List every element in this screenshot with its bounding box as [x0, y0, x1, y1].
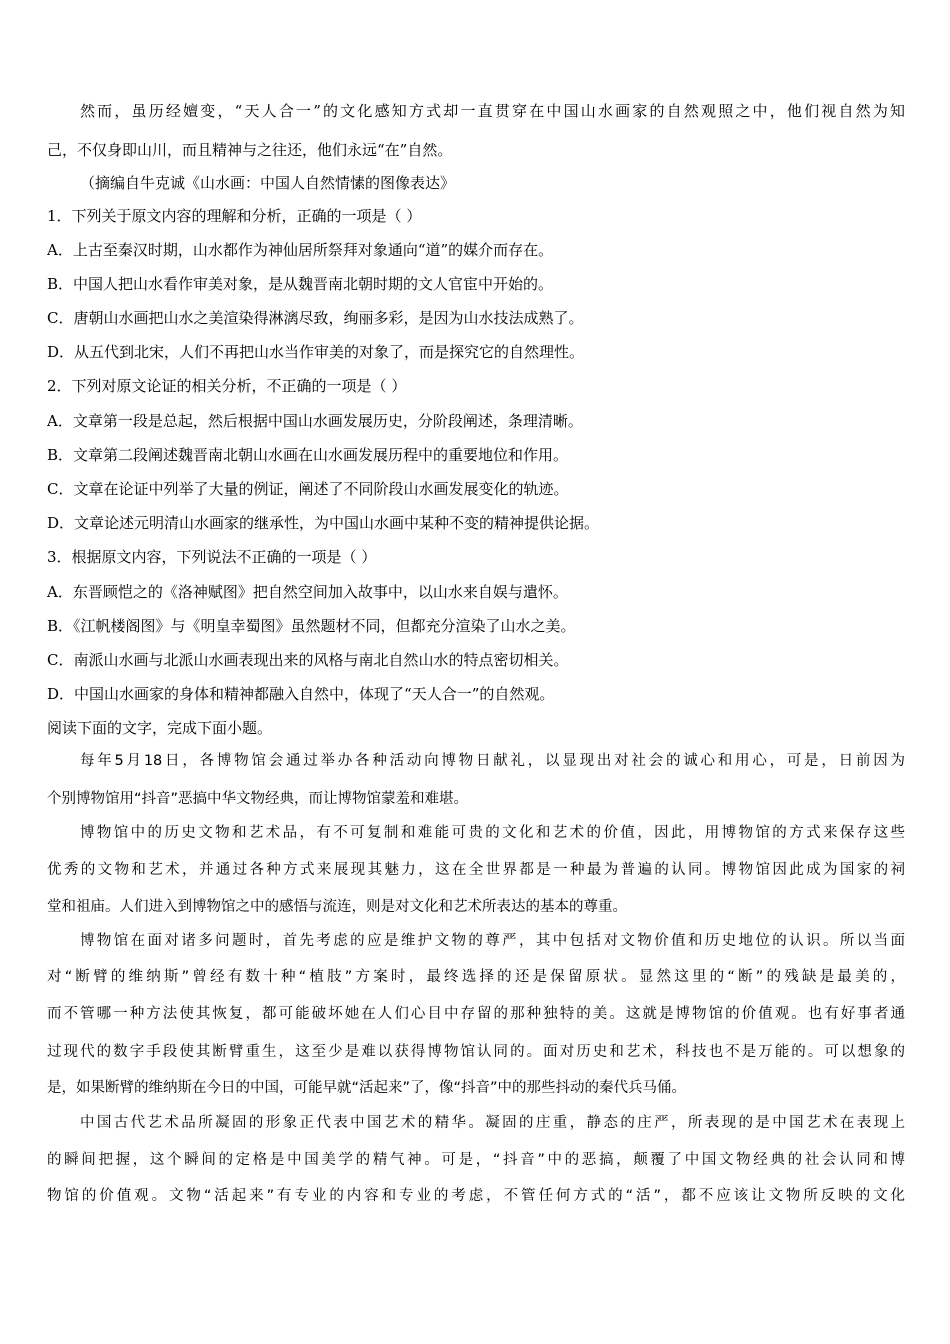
- option-c: C．文章在论证中列举了大量的例证，阐述了不同阶段山水画发展变化的轨迹。: [47, 480, 569, 498]
- option-a: A．上古至秦汉时期，山水都作为神仙居所祭拜对象通向“道”的媒介而存在。: [47, 241, 554, 259]
- passage2-line: 而不管哪一种方法使其恢复，都可能破坏她在人们心目中存留的那种独特的美。这就是博物馆的价值观。也有好事者通: [47, 1006, 905, 1022]
- passage1-line: 己，不仅身即山川，而且精神与之往还，他们永远“在”自然。: [47, 141, 453, 159]
- question-stem: 2．下列对原文论证的相关分析，不正确的一项是（ ）: [47, 377, 407, 395]
- passage2-line: 个别博物馆用“抖音”恶搞中华文物经典，而让博物馆蒙羞和难堪。: [47, 791, 469, 807]
- passage2-line: 中国古代艺术品所凝固的形象正代表中国艺术的精华。凝固的庄重，静态的庄严，所表现的是中国艺术在表现上: [80, 1115, 905, 1131]
- option-b: B．《江帆楼阁图》与《明皇幸蜀图》虽然题材不同，但都充分渲染了山水之美。: [47, 617, 576, 635]
- option-a: A．文章第一段是总起，然后根据中国山水画发展历史，分阶段阐述，条理清晰。: [47, 412, 583, 430]
- question-stem: 3．根据原文内容，下列说法不正确的一项是（ ）: [47, 548, 377, 566]
- option-c: C．南派山水画与北派山水画表现出来的风格与南北自然山水的特点密切相关。: [47, 651, 569, 669]
- option-a: A．东晋顾恺之的《洛神赋图》把自然空间加入故事中，以山水来自娱与遣怀。: [47, 583, 568, 601]
- option-d: D．文章论述元明清山水画家的继承性，为中国山水画中某种不变的精神提供论据。: [47, 514, 600, 532]
- option-d: D．中国山水画家的身体和精神都融入自然中，体现了“天人合一”的自然观。: [47, 685, 555, 703]
- passage1-line: 然而，虽历经嬗变，“天人合一”的文化感知方式却一直贯穿在中国山水画家的自然观照之中，他们视自然为知: [80, 102, 905, 120]
- passage2-line: 是，如果断臂的维纳斯在今日的中国，可能早就“活起来”了，像“抖音”中的那些抖动的秦代兵马俑。: [47, 1080, 687, 1096]
- passage2-line: 博物馆在面对诸多问题时，首先考虑的应是维护文物的尊严，其中包括对文物价值和历史地位的认识。所以当面: [80, 933, 905, 949]
- question-stem: 1．下列关于原文内容的理解和分析，正确的一项是（ ）: [47, 207, 422, 225]
- passage2-line: 堂和祖庙。人们进入到博物馆之中的感悟与流连，则是对文化和艺术所表达的基本的尊重。: [47, 899, 627, 915]
- passage2-line: 优秀的文物和艺术，并通过各种方式来展现其魅力，这在全世界都是一种最为普遍的认同。博物馆因此成为国家的祠: [47, 862, 905, 878]
- passage2-line: 过现代的数字手段使其断臂重生，这至少是难以获得博物馆认同的。面对历史和艺术，科技也不是万能的。可以想象的: [47, 1044, 905, 1060]
- reading-instruction: 阅读下面的文字，完成下面小题。: [47, 719, 273, 737]
- option-d: D．从五代到北宋，人们不再把山水当作审美的对象了，而是探究它的自然理性。: [47, 343, 585, 361]
- option-c: C．唐朝山水画把山水之美渲染得淋漓尽致，绚丽多彩，是因为山水技法成熟了。: [47, 309, 584, 327]
- passage2-line: 物馆的价值观。文物“活起来”有专业的内容和专业的考虑，不管任何方式的“活”，都不应该让文物所反映的文化: [47, 1188, 905, 1204]
- passage2-line: 的瞬间把握，这个瞬间的定格是中国美学的精气神。可是，“抖音”中的恶搞，颠覆了中国文物经典的社会认同和博: [47, 1152, 905, 1168]
- passage2-line: 对“断臂的维纳斯”曾经有数十种“植肢”方案时，最终选择的还是保留原状。显然这里的“断”的残缺是最美的，: [47, 969, 905, 985]
- option-b: B．中国人把山水看作审美对象，是从魏晋南北朝时期的文人官宦中开始的。: [47, 275, 554, 293]
- option-b: B．文章第二段阐述魏晋南北朝山水画在山水画发展历程中的重要地位和作用。: [47, 446, 569, 464]
- passage2-line: 博物馆中的历史文物和艺术品，有不可复制和难能可贵的文化和艺术的价值，因此，用博物馆的方式来保存这些: [80, 825, 905, 841]
- passage2-line: 每年5月18日，各博物馆会通过举办各种活动向博物日献礼，以显现出对社会的诚心和用心，可是，日前因为: [80, 753, 905, 769]
- source-citation: （摘编自牛克诚《山水画：中国人自然情愫的图像表达》: [80, 174, 456, 192]
